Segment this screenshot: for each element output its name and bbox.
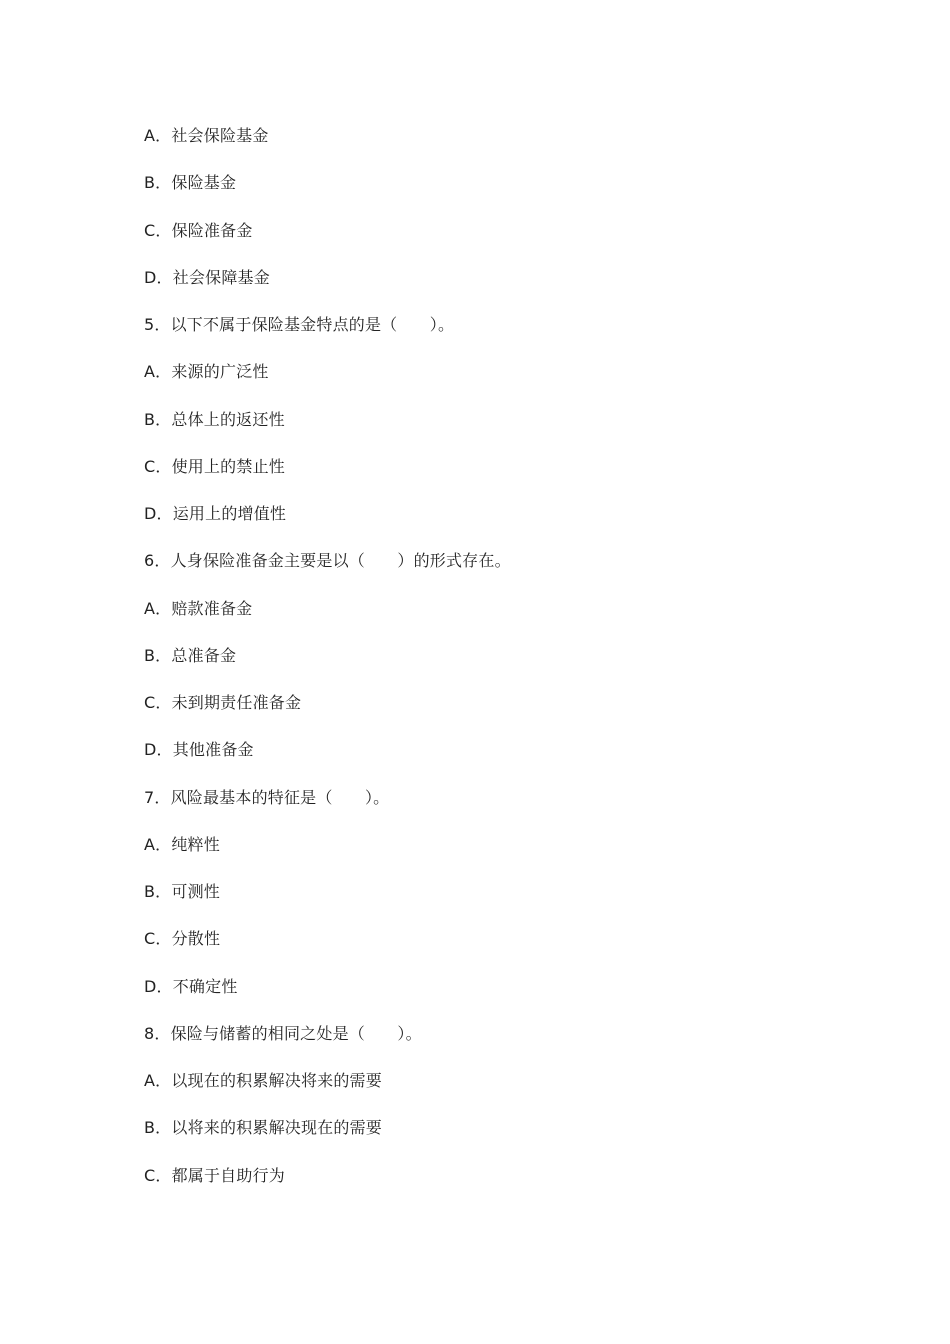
question-8-option-b: B．以将来的积累解决现在的需要	[144, 1118, 382, 1138]
question-8-option-c: C．都属于自助行为	[144, 1165, 285, 1185]
question-7-option-d: D．不确定性	[144, 976, 238, 996]
option-b-insurance-fund: B．保险基金	[144, 173, 237, 193]
question-5-option-b: B．总体上的返还性	[144, 409, 285, 429]
question-8-option-a: A．以现在的积累解决将来的需要	[144, 1071, 382, 1090]
question-6: 6．人身保险准备金主要是以（ ）的形式存在。	[144, 551, 511, 571]
option-d-social-security-fund: D．社会保障基金	[144, 267, 270, 287]
option-a-social-insurance-fund: A．社会保险基金	[144, 126, 269, 145]
question-5-option-d: D．运用上的增值性	[144, 504, 287, 523]
question-6-option-d: D．其他准备金	[144, 740, 254, 760]
question-5: 5．以下不属于保险基金特点的是（ ）。	[144, 315, 455, 334]
question-8: 8．保险与储蓄的相同之处是（ ）。	[144, 1023, 422, 1043]
question-7-option-b: B．可测性	[144, 882, 220, 901]
question-7: 7．风险最基本的特征是（ ）。	[144, 787, 390, 807]
option-c-insurance-reserve: C．保险准备金	[144, 220, 253, 240]
question-6-option-a: A．赔款准备金	[144, 598, 253, 618]
question-5-option-c: C．使用上的禁止性	[144, 456, 285, 476]
question-6-option-b: B．总准备金	[144, 645, 237, 665]
question-7-option-c: C．分散性	[144, 929, 221, 949]
question-5-option-a: A．来源的广泛性	[144, 362, 269, 382]
question-6-option-c: C．未到期责任准备金	[144, 693, 302, 712]
question-7-option-a: A．纯粹性	[144, 834, 220, 854]
question-list	[144, 124, 511, 1211]
